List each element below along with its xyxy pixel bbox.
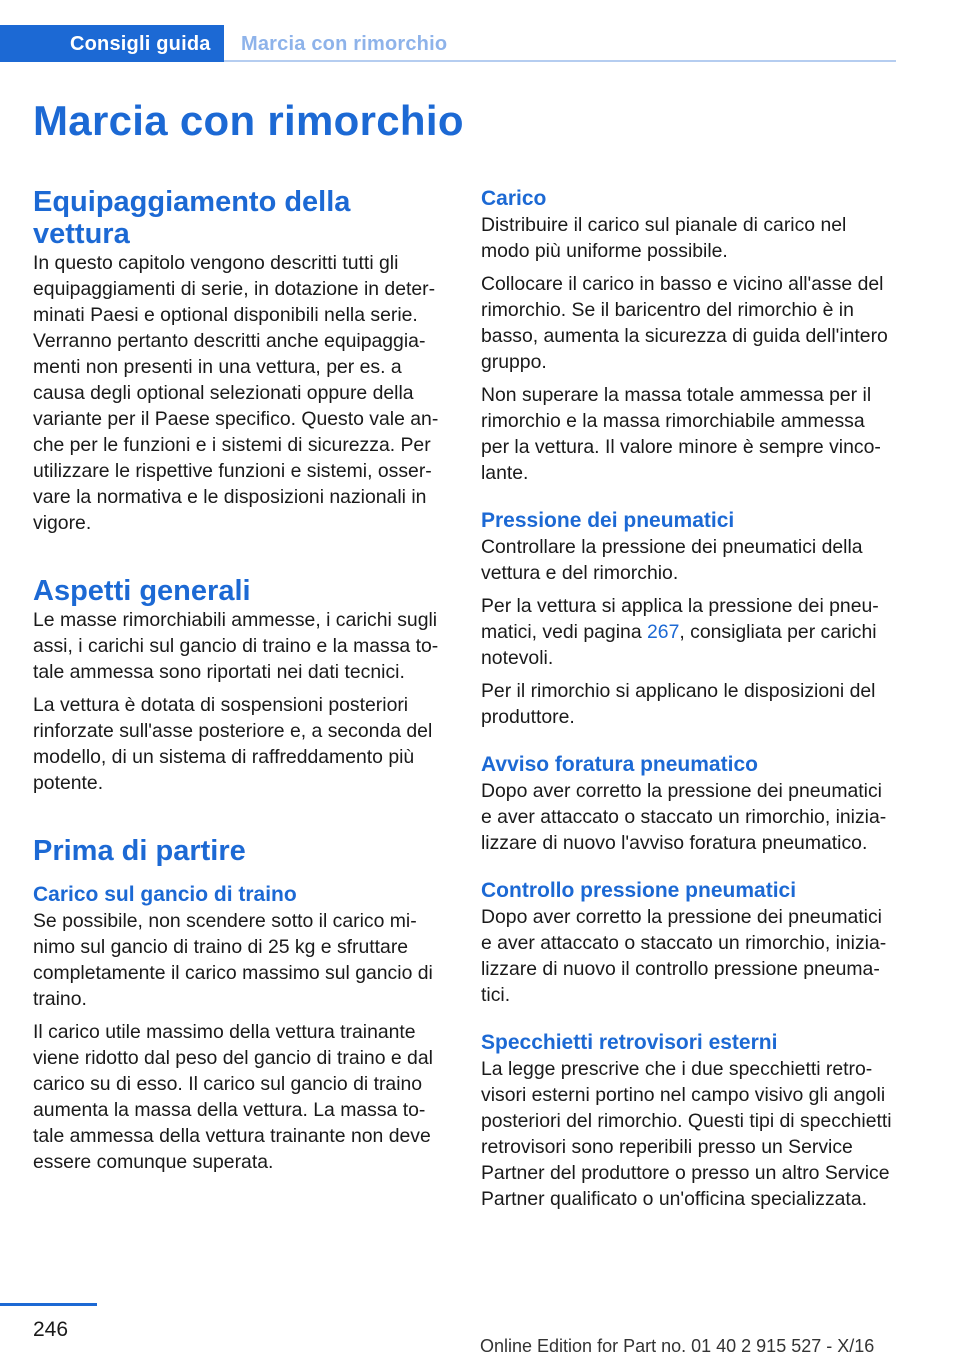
- load-paragraph-2: Collocare il carico in basso e vicino all'asse del rimorchio. Se il baricentro del rimorchio è in basso, aumenta la sicurezza di guida dell'intero gruppo.: [481, 273, 888, 373]
- load-paragraph-3: Non superare la massa totale ammessa per il rimorchio e la massa rimorchiabile ammessa per la vettura. Il valore minore è sempre vincolante.: [481, 384, 881, 484]
- exterior-mirrors-paragraph: La legge prescrive che i due specchietti retrovisori esterni portino nel campo visivo gli angoli posteriori del rimorchio. Questi tipi di specchietti retrovisori sono reperibili presso un Service Partner del produttore o presso un altro Service Partner qualificato o un'officina specializzata.: [481, 1058, 892, 1210]
- general-paragraph-1: Le masse rimorchiabili ammesse, i carichi sugli assi, i carichi sul gancio di traino e la massa totale ammessa sono riportati nei dati tecnici.: [33, 609, 439, 683]
- general-paragraph-2: La vettura è dotata di sospensioni posteriori rinforzate sull'asse posteriore e, a seconda del modello, di un sistema di raffreddamento più potente.: [33, 694, 433, 794]
- left-column: [33, 186, 448, 1182]
- tire-pressure-monitor-paragraph: Dopo aver corretto la pressione dei pneumatici e aver attaccato o staccato un rimorchio, inizializzare di nuovo il controllo pressione pneumatici.: [481, 906, 887, 1006]
- hitch-load-heading: Carico sul gancio di traino: [33, 883, 297, 906]
- equipment-heading: [33, 186, 448, 250]
- breadcrumb: Marcia con rimorchio: [241, 33, 448, 55]
- equipment-paragraph: In questo capitolo vengono descritti tutti gli equipaggiamenti di serie, in dotazione in determinati Paesi e optional disponibili nella serie. Verranno pertanto descritti anche equipaggiamenti non presenti in una vettura, per es. a causa degli optional selezionati oppure della variante per il Paese specifico. Questo vale anche per le funzioni e i sistemi di sicurezza. Per utilizzare le rispettive funzioni e sistemi, osservare la normativa e le disposizioni nazionali in vigore.: [33, 252, 439, 534]
- flat-tire-warning-heading: Avviso foratura pneumatico: [481, 753, 758, 776]
- tire-pressure-paragraph-1: Controllare la pressione dei pneumatici della vettura e del rimorchio.: [481, 536, 863, 584]
- chapter-tab-label[interactable]: Consigli guida: [70, 33, 211, 55]
- tire-pressure-paragraph-2: [481, 593, 896, 671]
- flat-tire-warning-paragraph: Dopo aver corretto la pressione dei pneumatici e aver attaccato o staccato un rimorchio, inizializzare di nuovo l'avviso foratura pneumatico.: [481, 780, 887, 854]
- before-departure-heading: Prima di partire: [33, 835, 246, 867]
- tire-pressure-paragraph-3: Per il rimorchio si applicano le disposizioni del produttore.: [481, 680, 876, 728]
- tire-pressure-text-after: , consigliata per carichi notevoli.: [481, 621, 877, 669]
- right-column: [481, 186, 896, 1219]
- page-reference-link[interactable]: 267: [647, 621, 680, 643]
- tire-pressure-monitor-heading: Controllo pressione pneumatici: [481, 879, 797, 902]
- edition-note: Online Edition for Part no. 01 40 2 915 527 - X/16: [480, 1336, 875, 1356]
- tire-pressure-heading: Pressione dei pneumatici: [481, 509, 735, 532]
- hitch-load-paragraph-2: Il carico utile massimo della vettura trainante viene ridotto dal peso del gancio di traino e dal carico su di esso. Il carico sul gancio di traino aumenta la massa della vettura. La massa totale ammessa della vettura trainante non deve essere comunque superata.: [33, 1021, 433, 1173]
- equipment-heading-line1: Equipaggiamento della: [33, 186, 351, 218]
- load-heading: Carico: [481, 187, 547, 210]
- tire-pressure-text-before: Per la vettura si applica la pressione dei pneumatici, vedi pagina: [481, 595, 879, 643]
- page-number: 246: [33, 1318, 69, 1341]
- equipment-heading-line2: vettura: [33, 218, 130, 250]
- header-divider: [224, 60, 896, 62]
- footer-divider: [0, 1303, 97, 1306]
- hitch-load-paragraph-1: Se possibile, non scendere sotto il carico minimo sul gancio di traino di 25 kg e sfruttare completamente il carico massimo sul gancio di traino.: [33, 910, 433, 1010]
- page-title: Marcia con rimorchio: [33, 97, 464, 144]
- load-paragraph-1: Distribuire il carico sul pianale di carico nel modo più uniforme possibile.: [481, 214, 847, 262]
- exterior-mirrors-heading: Specchietti retrovisori esterni: [481, 1031, 778, 1054]
- general-heading: Aspetti generali: [33, 575, 251, 607]
